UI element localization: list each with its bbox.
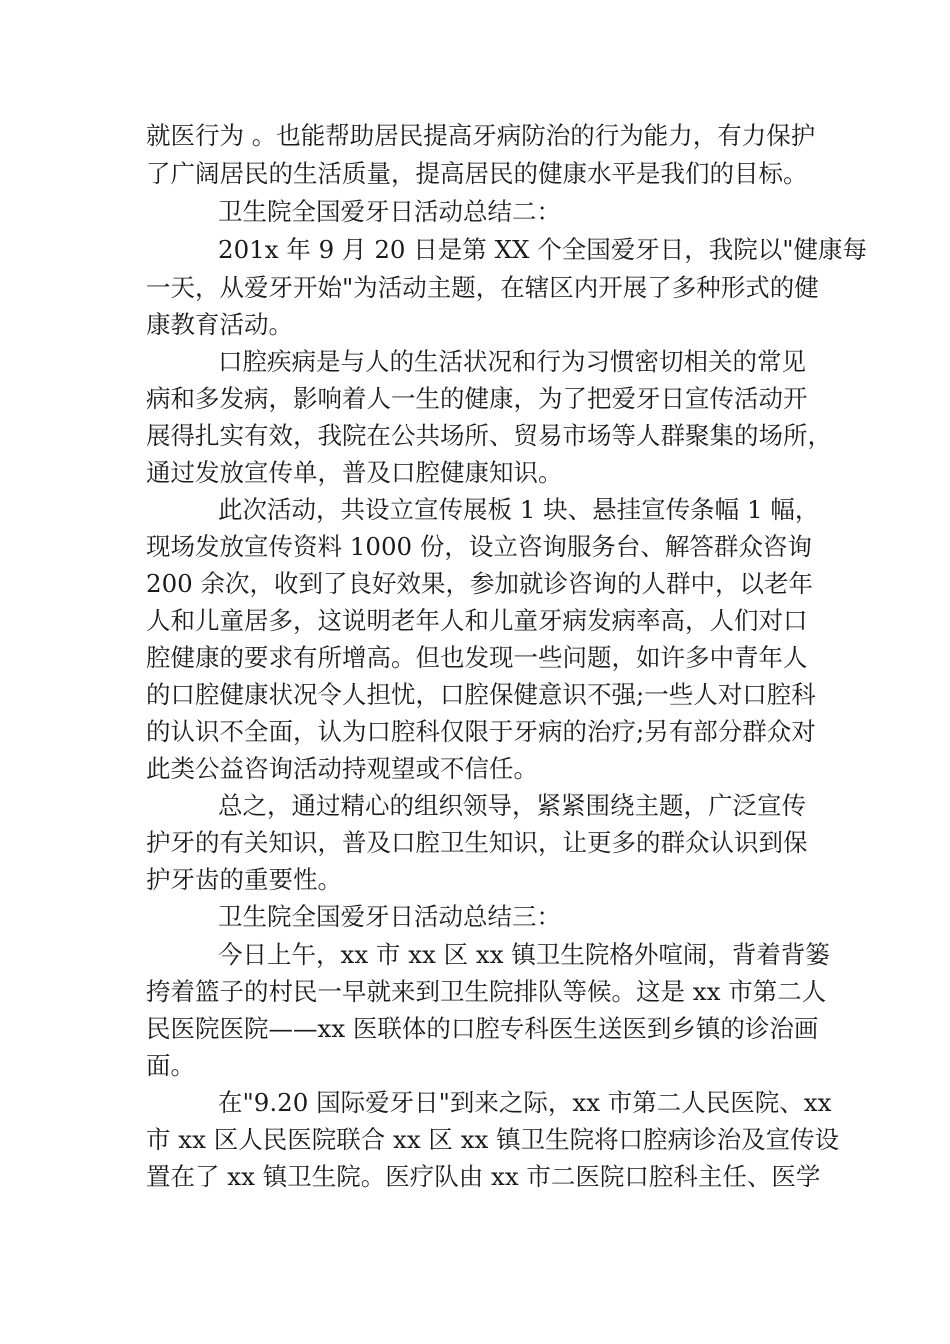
- text-line: 面。: [146, 1051, 195, 1080]
- text-line: 的口腔健康状况令人担忧，口腔保健意识不强;一些人对口腔科: [146, 680, 816, 709]
- text-line: 展得扎实有效，我院在公共场所、贸易市场等人群聚集的场所，: [146, 421, 832, 450]
- text-line: 此次活动，共设立宣传展板 1 块、悬挂宣传条幅 1 幅，: [218, 495, 820, 524]
- text-line: 在"9.20 国际爱牙日"到来之际，xx 市第二人民医院、xx: [218, 1088, 832, 1117]
- text-line: 人和儿童居多，这说明老年人和儿童牙病发病率高，人们对口: [146, 606, 808, 635]
- text-line: 通过发放宣传单，普及口腔健康知识。: [146, 458, 563, 487]
- text-line: 此类公益咨询活动持观望或不信任。: [146, 754, 538, 783]
- section-heading: 卫生院全国爱牙日活动总结三：: [218, 902, 561, 931]
- text-line: 现场发放宣传资料 1000 份，设立咨询服务台、解答群众咨询: [146, 532, 812, 561]
- text-line: 201x 年 9 月 20 日是第 XX 个全国爱牙日，我院以"健康每: [218, 235, 868, 264]
- text-line: 康教育活动。: [146, 310, 293, 339]
- text-line: 的认识不全面，认为口腔科仅限于牙病的治疗;另有部分群众对: [146, 717, 816, 746]
- text-line: 口腔疾病是与人的生活状况和行为习惯密切相关的常见: [218, 347, 806, 376]
- text-line: 病和多发病，影响着人一生的健康，为了把爱牙日宣传活动开: [146, 384, 808, 413]
- text-line: 就医行为 。也能帮助居民提高牙病防治的行为能力，有力保护: [146, 121, 816, 150]
- text-line: 今日上午，xx 市 xx 区 xx 镇卫生院格外喧闹，背着背篓: [218, 940, 830, 969]
- text-line: 了广阔居民的生活质量，提高居民的健康水平是我们的目标。: [146, 159, 808, 188]
- section-heading: 卫生院全国爱牙日活动总结二：: [218, 197, 561, 226]
- text-line: 总之，通过精心的组织领导，紧紧围绕主题，广泛宣传: [218, 791, 806, 820]
- text-line: 民医院医院——xx 医联体的口腔专科医生送医到乡镇的诊治画: [146, 1014, 819, 1043]
- text-line: 置在了 xx 镇卫生院。医疗队由 xx 市二医院口腔科主任、医学: [146, 1162, 821, 1191]
- text-line: 一天，从爱牙开始"为活动主题，在辖区内开展了多种形式的健: [146, 273, 819, 302]
- text-line: 护牙的有关知识，普及口腔卫生知识，让更多的群众认识到保: [146, 828, 808, 857]
- text-line: 护牙齿的重要性。: [146, 865, 342, 894]
- text-line: 腔健康的要求有所增高。但也发现一些问题，如许多中青年人: [146, 643, 808, 672]
- text-line: 200 余次，收到了良好效果，参加就诊咨询的人群中，以老年: [146, 569, 814, 598]
- text-line: 挎着篮子的村民一早就来到卫生院排队等候。这是 xx 市第二人: [146, 977, 827, 1006]
- text-line: 市 xx 区人民医院联合 xx 区 xx 镇卫生院将口腔病诊治及宣传设: [146, 1125, 840, 1154]
